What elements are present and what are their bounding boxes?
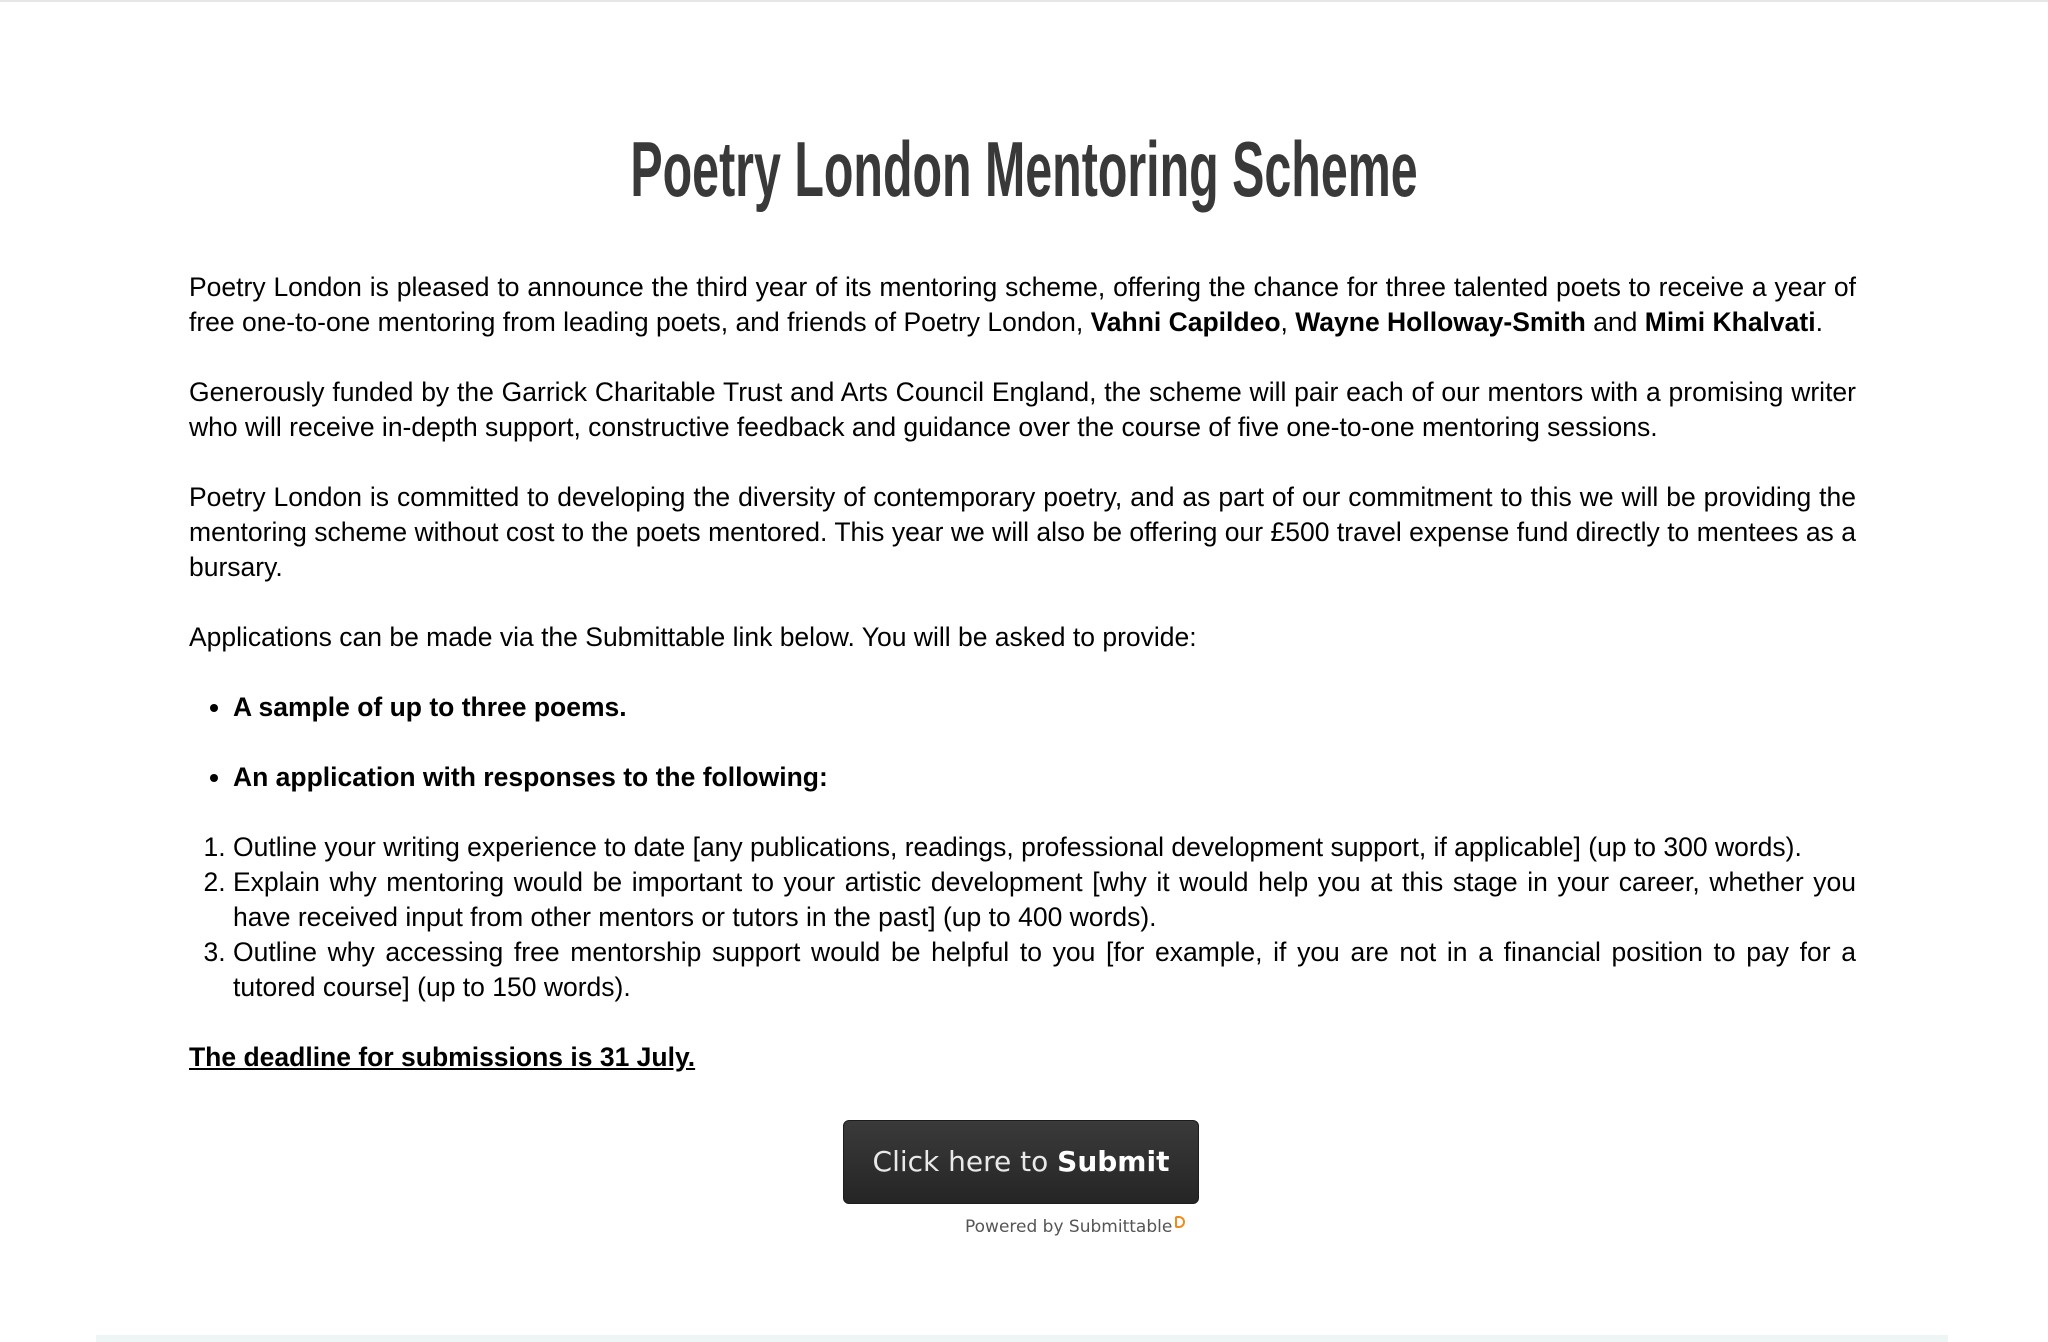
funding-paragraph: Generously funded by the Garrick Charitable Trust and Arts Council England, the scheme will pair each of our mentors with a promising writer who will receive in-depth support, constructive feedback and guidance over the course of five one-to-one mentoring sessions.	[189, 377, 1856, 442]
deadline-notice: The deadline for submissions is 31 July.	[189, 1042, 696, 1072]
list-item: 3. Outline why accessing free mentorship support would be helpful to you [for example, if you are not in a financial position to pay for a tutored course] (up to 150 words).	[233, 935, 1856, 1005]
mentor-name: Wayne Holloway-Smith	[1295, 307, 1586, 337]
list-item: • An application with responses to the following:	[233, 760, 1856, 795]
intro-paragraph: Poetry London is pleased to announce the third year of its mentoring scheme, offering the chance for three talented poets to receive a year of free one-to-one mentoring from leading poets, and friends of Poetry London, Vahni Capildeo, Wayne Holloway-Smith and Mimi Khalvati.	[189, 272, 1856, 337]
article-body	[189, 270, 1856, 1110]
list-item: 2. Explain why mentoring would be important to your artistic development [why it would help you at this stage in your career, whether you have received input from other mentors or tutors in the past] (up to 400 words).	[233, 865, 1856, 935]
requirements-list	[189, 690, 1856, 795]
submittable-logo-icon	[1175, 1216, 1185, 1228]
page-title: Poetry London Mentoring Scheme	[630, 125, 1418, 214]
list-item: 1. Outline your writing experience to date [any publications, readings, professional development support, if applicable] (up to 300 words).	[233, 830, 1856, 865]
mentor-name: Mimi Khalvati	[1644, 307, 1816, 337]
applications-paragraph: Applications can be made via the Submittable link below. You will be asked to provide:	[189, 622, 1197, 652]
powered-by-link[interactable]: Powered by Submittable	[965, 1216, 1185, 1237]
submit-button[interactable]: Click here to Submit	[843, 1120, 1199, 1204]
footer-band	[96, 1335, 1948, 1342]
submit-widget	[843, 1120, 1199, 1204]
diversity-paragraph: Poetry London is committed to developing the diversity of contemporary poetry, and as part of our commitment to this we will be providing the mentoring scheme without cost to the poets mentored. This year we will also be offering our £500 travel expense fund directly to mentees as a bursary.	[189, 482, 1856, 582]
questions-list	[189, 830, 1856, 1005]
mentor-name: Vahni Capildeo	[1090, 307, 1281, 337]
list-item: • A sample of up to three poems.	[233, 690, 1856, 725]
top-divider	[0, 0, 2048, 2]
